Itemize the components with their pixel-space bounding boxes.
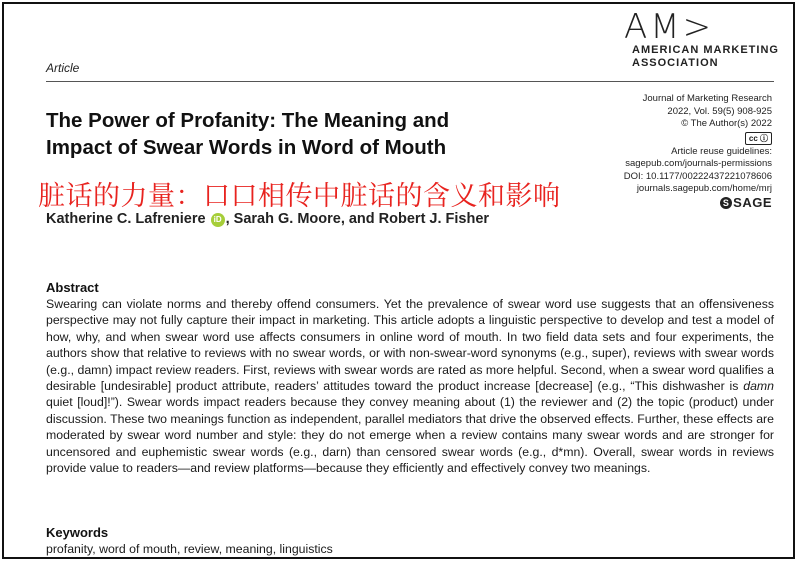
chinese-title-overlay: 脏话的力量：口口相传中脏话的含义和影响	[38, 181, 561, 212]
keywords-heading: Keywords	[46, 525, 109, 540]
article-type-label: Article	[46, 61, 80, 75]
orcid-icon[interactable]: iD	[211, 213, 225, 227]
author-lafreniere: Katherine C. Lafreniere	[46, 211, 206, 227]
abstract-italic-word: damn	[743, 379, 774, 394]
journal-info-block	[624, 93, 772, 209]
sage-logo-icon: S	[720, 197, 732, 209]
paper-title-line1: The Power of Profanity: The Meaning and	[46, 109, 450, 132]
paper-title-line2: Impact of Swear Words in Word of Mouth	[46, 136, 447, 159]
reuse-label: Article reuse guidelines:	[671, 145, 772, 157]
abstract-text-part2: quiet [loud]!”). Swear words impact readers because they convey meaning about (1) the reviewer and (2) the topic (product) under discussion. These two meanings function as independent, parallel mediators that drive the observed effects. Further, these effects are moderated by swear word number and style: they do not emerge when a review contains many swear words and are stronger for uncensored and euphemistic swear words (e.g., darn) than censored swear words (e.g., d*mn). Overall, swear words in reviews provide value to readers—and review platforms—because they efficiently and effectively convey two meanings.	[46, 395, 774, 476]
copyright-notice: © The Author(s) 2022	[681, 118, 772, 129]
reuse-link[interactable]: sagepub.com/journals-permissions	[625, 158, 772, 169]
ama-logo-mark: AM>	[624, 7, 715, 47]
journal-home-link[interactable]: journals.sagepub.com/home/mrj	[636, 183, 772, 194]
journal-volume: 2022, Vol. 59(5) 908-925	[667, 105, 772, 117]
creative-commons-icon: cc ⓘ	[745, 132, 772, 145]
sage-logo	[624, 194, 772, 210]
keywords-list: profanity, word of mouth, review, meaning, linguistics	[46, 542, 333, 556]
abstract-heading: Abstract	[46, 280, 99, 295]
abstract-section	[46, 280, 774, 476]
author-list	[46, 211, 489, 227]
author-list-rest: , Sarah G. Moore, and Robert J. Fisher	[225, 211, 490, 227]
abstract-body	[46, 296, 774, 476]
ama-logo-line1: AMERICAN MARKETING	[632, 44, 779, 56]
abstract-text-part1: Swearing can violate norms and thereby offend consumers. Yet the prevalence of swear word use suggests that an offensiveness perspective may not fully capture their impact in marketing. This article adopts a linguistic perspective to develop and test a model of how, why, and when swear word use affects consumers in online word of mouth. In two field data sets and four experiments, the authors show that relative to reviews with no swear words, or with non-swear-word synonyms (e.g., super), reviews with swear words (e.g., damn) impact review readers. First, reviews with swear words are rated as more helpful. Second, when a swear word qualifies a desirable [undesirable] product attribute, readers’ attitudes toward the product increase [decrease] (e.g., “This dishwasher is	[46, 297, 774, 394]
ama-logo	[624, 7, 782, 70]
header-divider	[46, 81, 774, 82]
doi-link[interactable]: DOI: 10.1177/00222437221078606	[623, 170, 772, 182]
journal-name: Journal of Marketing Research	[642, 93, 772, 104]
sage-logo-text: SAGE	[733, 194, 772, 210]
keywords-section	[46, 525, 774, 557]
paper-title	[46, 107, 606, 161]
ama-logo-line2: ASSOCIATION	[632, 57, 719, 69]
